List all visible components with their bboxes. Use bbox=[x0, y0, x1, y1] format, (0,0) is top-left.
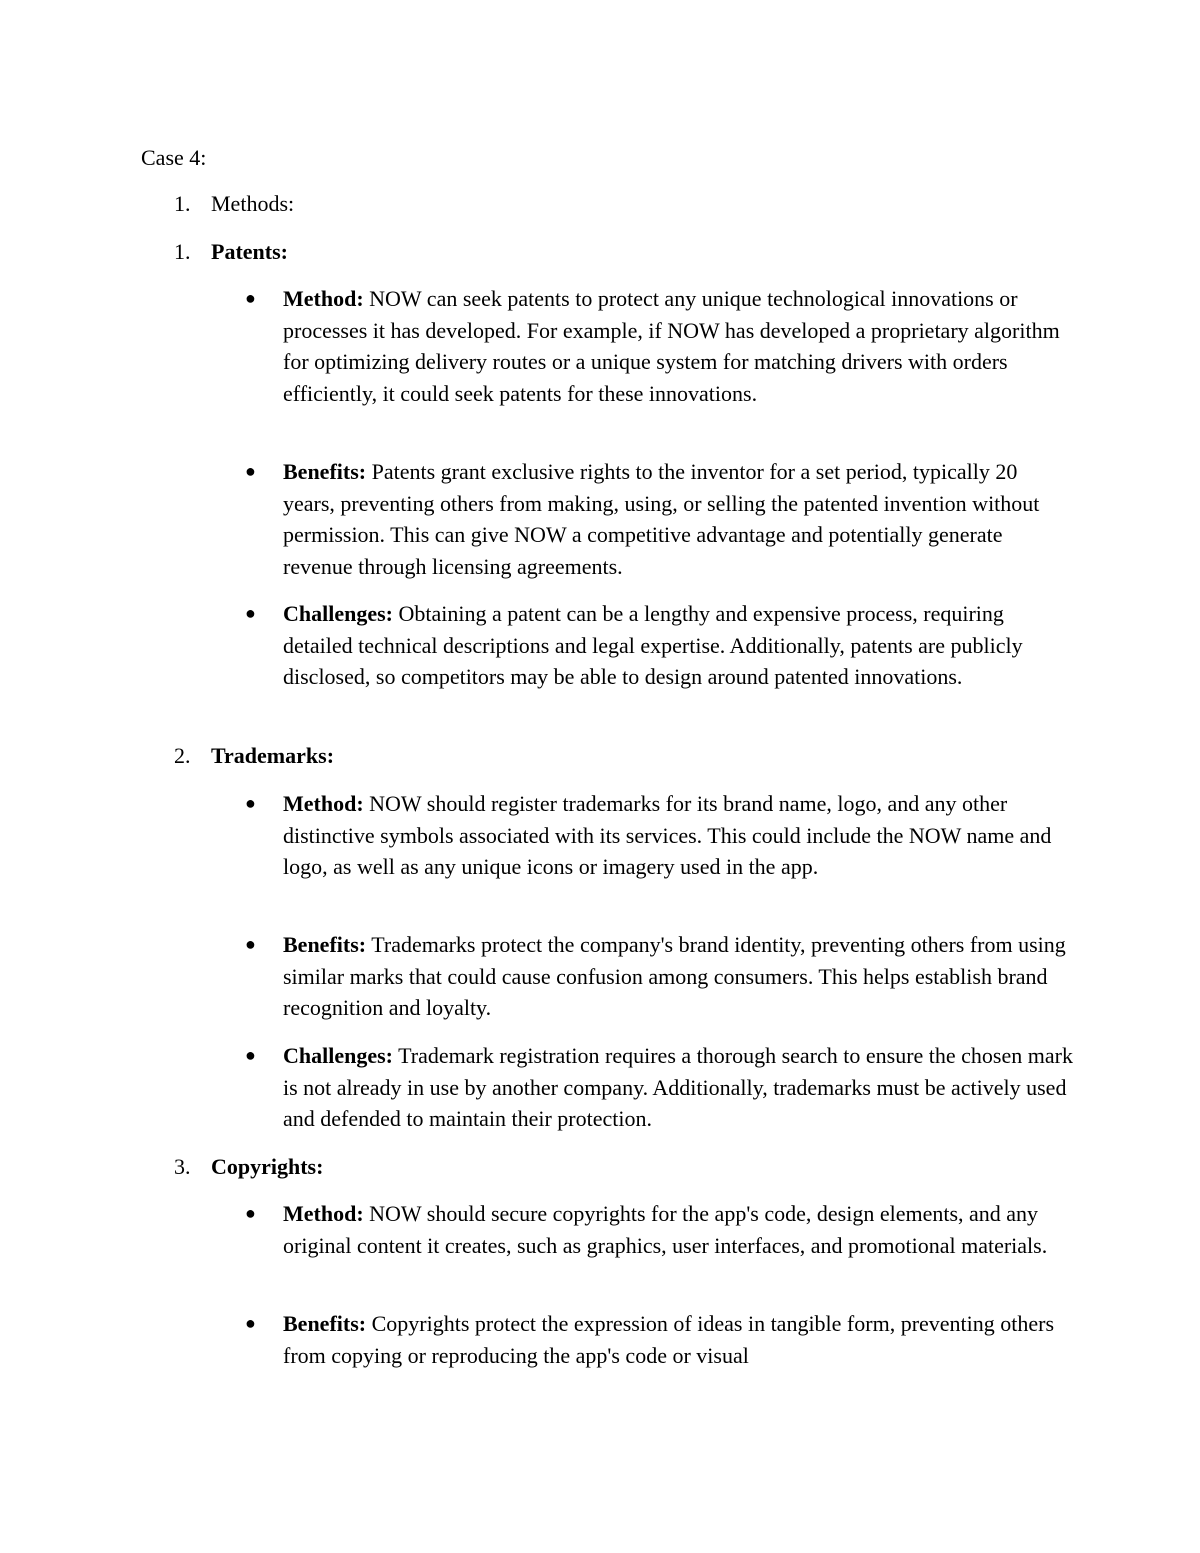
bullet-text bbox=[283, 1308, 1073, 1371]
bullet-body: Patents grant exclusive rights to the inventor for a set period, typically 20 years, preventing others from making, using, or selling the patented invention without permission. This can give NOW a competitive advantage and potentially generate revenue through licensing agreements. bbox=[283, 459, 1040, 579]
section-title: Copyrights: bbox=[211, 1154, 324, 1179]
list-number: 1. bbox=[174, 239, 191, 264]
bullet-icon: ● bbox=[245, 1045, 256, 1065]
bullet-text bbox=[283, 1040, 1073, 1135]
bullet-text bbox=[283, 1198, 1073, 1261]
bullet-label: Challenges: bbox=[283, 601, 393, 626]
bullet-label: Challenges: bbox=[283, 1043, 393, 1068]
bullet-body: Trademark registration requires a thorough search to ensure the chosen mark is not already in use by another company. Additionally, trademarks must be actively used and defended to maintain their protection. bbox=[283, 1043, 1073, 1131]
bullet-icon: ● bbox=[245, 288, 256, 308]
bullet-icon: ● bbox=[245, 461, 256, 481]
bullet-icon: ● bbox=[245, 1313, 256, 1333]
section-heading-trademarks bbox=[174, 740, 334, 771]
section-heading-patents bbox=[174, 236, 288, 267]
bullet-label: Benefits: bbox=[283, 459, 367, 484]
list-label: Methods: bbox=[211, 191, 295, 216]
bullet-icon: ● bbox=[245, 603, 256, 623]
bullet-icon: ● bbox=[245, 934, 256, 954]
case-title: Case 4: bbox=[141, 145, 207, 170]
section-heading-copyrights bbox=[174, 1151, 323, 1182]
bullet-label: Benefits: bbox=[283, 1311, 367, 1336]
list-number: 2. bbox=[174, 743, 191, 768]
bullet-label: Method: bbox=[283, 286, 364, 311]
bullet-text bbox=[283, 788, 1073, 883]
bullet-text bbox=[283, 456, 1073, 582]
bullet-body: Trademarks protect the company's brand identity, preventing others from using similar marks that could cause confusion among consumers. This helps establish brand recognition and loyalty. bbox=[283, 932, 1066, 1020]
methods-heading bbox=[174, 188, 294, 219]
section-title: Trademarks: bbox=[211, 743, 335, 768]
bullet-body: NOW can seek patents to protect any unique technological innovations or processes it has developed. For example, if NOW has developed a proprietary algorithm for optimizing delivery routes or a unique system for matching drivers with orders efficiently, it could seek patents for these innovations. bbox=[283, 286, 1060, 406]
bullet-text bbox=[283, 598, 1073, 693]
bullet-label: Method: bbox=[283, 1201, 364, 1226]
section-title: Patents: bbox=[211, 239, 288, 264]
bullet-icon: ● bbox=[245, 793, 256, 813]
list-number: 3. bbox=[174, 1154, 191, 1179]
bullet-icon: ● bbox=[245, 1203, 256, 1223]
bullet-body: NOW should register trademarks for its brand name, logo, and any other distinctive symbols associated with its services. This could include the NOW name and logo, as well as any unique icons or imagery used in the app. bbox=[283, 791, 1052, 879]
bullet-text bbox=[283, 929, 1073, 1024]
bullet-body: Obtaining a patent can be a lengthy and expensive process, requiring detailed technical descriptions and legal expertise. Additionally, patents are publicly disclosed, so competitors may be able to design around patented innovations. bbox=[283, 601, 1023, 689]
bullet-label: Benefits: bbox=[283, 932, 367, 957]
bullet-label: Method: bbox=[283, 791, 364, 816]
bullet-text bbox=[283, 283, 1073, 409]
bullet-body: NOW should secure copyrights for the app's code, design elements, and any original content it creates, such as graphics, user interfaces, and promotional materials. bbox=[283, 1201, 1048, 1258]
bullet-body: Copyrights protect the expression of ideas in tangible form, preventing others from copying or reproducing the app's code or visual bbox=[283, 1311, 1055, 1368]
list-number: 1. bbox=[174, 191, 191, 216]
